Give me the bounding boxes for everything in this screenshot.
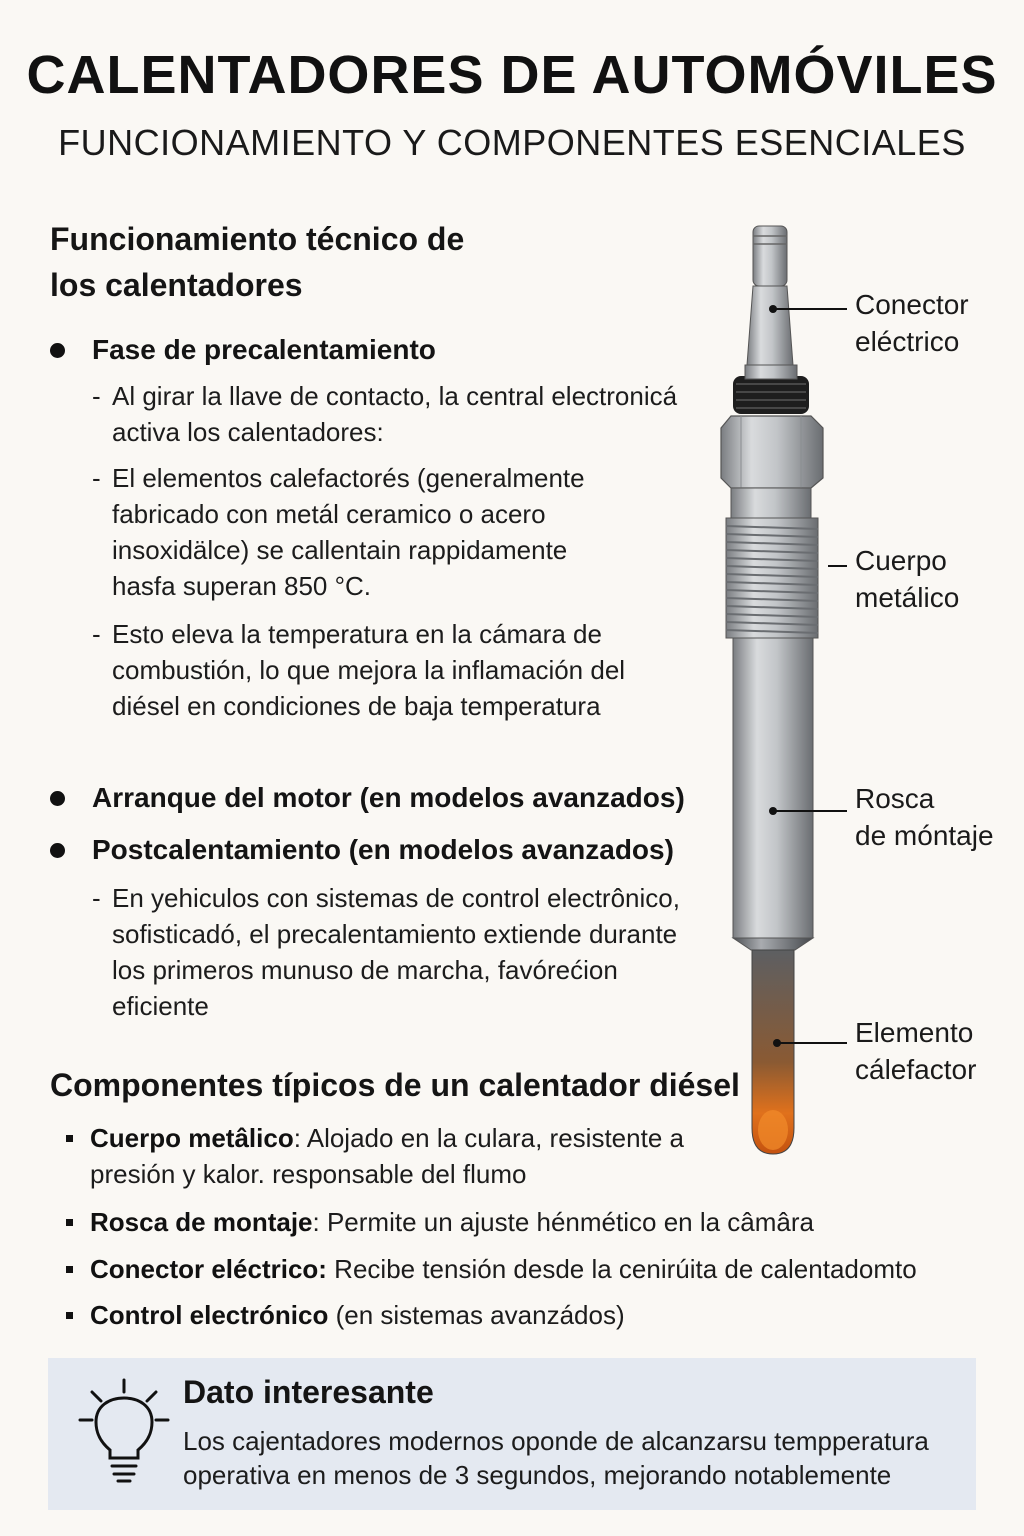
callout-line1: Conector bbox=[855, 289, 969, 320]
bullet-label: Arranque del motor (en modelos avanzados) bbox=[92, 782, 685, 813]
component-text: Recibe tensión desde la cenirúita de calentadomto bbox=[326, 1254, 917, 1284]
callout-line2: de móntaje bbox=[855, 820, 994, 851]
sub-item-text: El elementos calefactorés (generalmente fabricado con metál ceramico o acero insoxidälce) se callentain rappidamente hasfa superan 850 °C. bbox=[112, 463, 585, 601]
page-subtitle: FUNCIONAMIENTO Y COMPONENTES ESENCIALES bbox=[58, 122, 966, 163]
component-term: Conector eléctrico: bbox=[90, 1254, 327, 1284]
component-term: Control electrónico bbox=[90, 1300, 329, 1330]
sub-item-text: Al girar la llave de contacto, la central electronicá activa los calentadores: bbox=[112, 381, 678, 447]
body-taper bbox=[733, 938, 813, 950]
dash-marker: - bbox=[92, 463, 101, 493]
section-heading-line2: los calentadores bbox=[50, 267, 303, 303]
component-text: : Permite un ajuste hénmético en la câmâra bbox=[312, 1207, 814, 1237]
callout-elemento-calefactor bbox=[855, 1014, 976, 1088]
component-term: Rosca de montaje bbox=[90, 1207, 313, 1237]
thread-ring bbox=[733, 365, 809, 414]
hex-nut bbox=[721, 416, 823, 488]
callout-line1: Rosca bbox=[855, 783, 935, 814]
callout-conector-electrico bbox=[855, 286, 969, 360]
main-body bbox=[733, 638, 813, 938]
callout-line1: Cuerpo bbox=[855, 545, 947, 576]
dash-marker: - bbox=[92, 619, 101, 649]
connector-pin bbox=[747, 226, 793, 365]
fact-box bbox=[48, 1358, 976, 1510]
callout-line2: eléctrico bbox=[855, 326, 960, 357]
heating-element bbox=[752, 950, 794, 1154]
callout-line2: cálefactor bbox=[855, 1054, 977, 1085]
callout-line2: metálico bbox=[855, 582, 960, 613]
page-title: CALENTADORES DE AUTOMÓVILES bbox=[26, 45, 998, 105]
fact-title: Dato interesante bbox=[183, 1374, 434, 1410]
dash-marker: - bbox=[92, 883, 101, 913]
bullet-label: Postcalentamiento (en modelos avanzados) bbox=[92, 834, 674, 865]
section-heading-componentes: Componentes típicos de un calentador diésel bbox=[50, 1067, 740, 1103]
lightbulb-icon bbox=[76, 1376, 172, 1486]
bullet-label: Fase de precalentamiento bbox=[92, 334, 436, 365]
dash-marker: - bbox=[92, 381, 101, 411]
component-text: (en sistemas avanzádos) bbox=[328, 1300, 625, 1330]
threaded-section bbox=[726, 518, 818, 638]
section-heading-line1: Funcionamiento técnico de bbox=[50, 221, 465, 257]
component-text: : Alojado en la culara, resistente a presión y kalor. responsable del flumo bbox=[90, 1123, 684, 1189]
sub-item-text: En yehiculos con sistemas de control electrônico, sofisticadó, el precalentamiento extiende durante los primeros munuso de marcha, favórećion eficiente bbox=[112, 883, 680, 1021]
callout-rosca-de-montaje bbox=[855, 780, 994, 854]
body-neck bbox=[731, 488, 811, 518]
component-term: Cuerpo metâlico bbox=[90, 1123, 294, 1153]
fact-text: Los cajentadores modernos oponde de alcanzarsu tempperatura operativa en menos de 3 segundos, mejorando notablemente bbox=[183, 1426, 929, 1490]
callout-line1: Elemento bbox=[855, 1017, 974, 1048]
sub-item-text: Esto eleva la temperatura en la cámara de combustión, lo que mejora la inflamación del diésel en condiciones de baja temperatura bbox=[112, 619, 626, 721]
callout-cuerpo-metalico bbox=[855, 542, 959, 616]
